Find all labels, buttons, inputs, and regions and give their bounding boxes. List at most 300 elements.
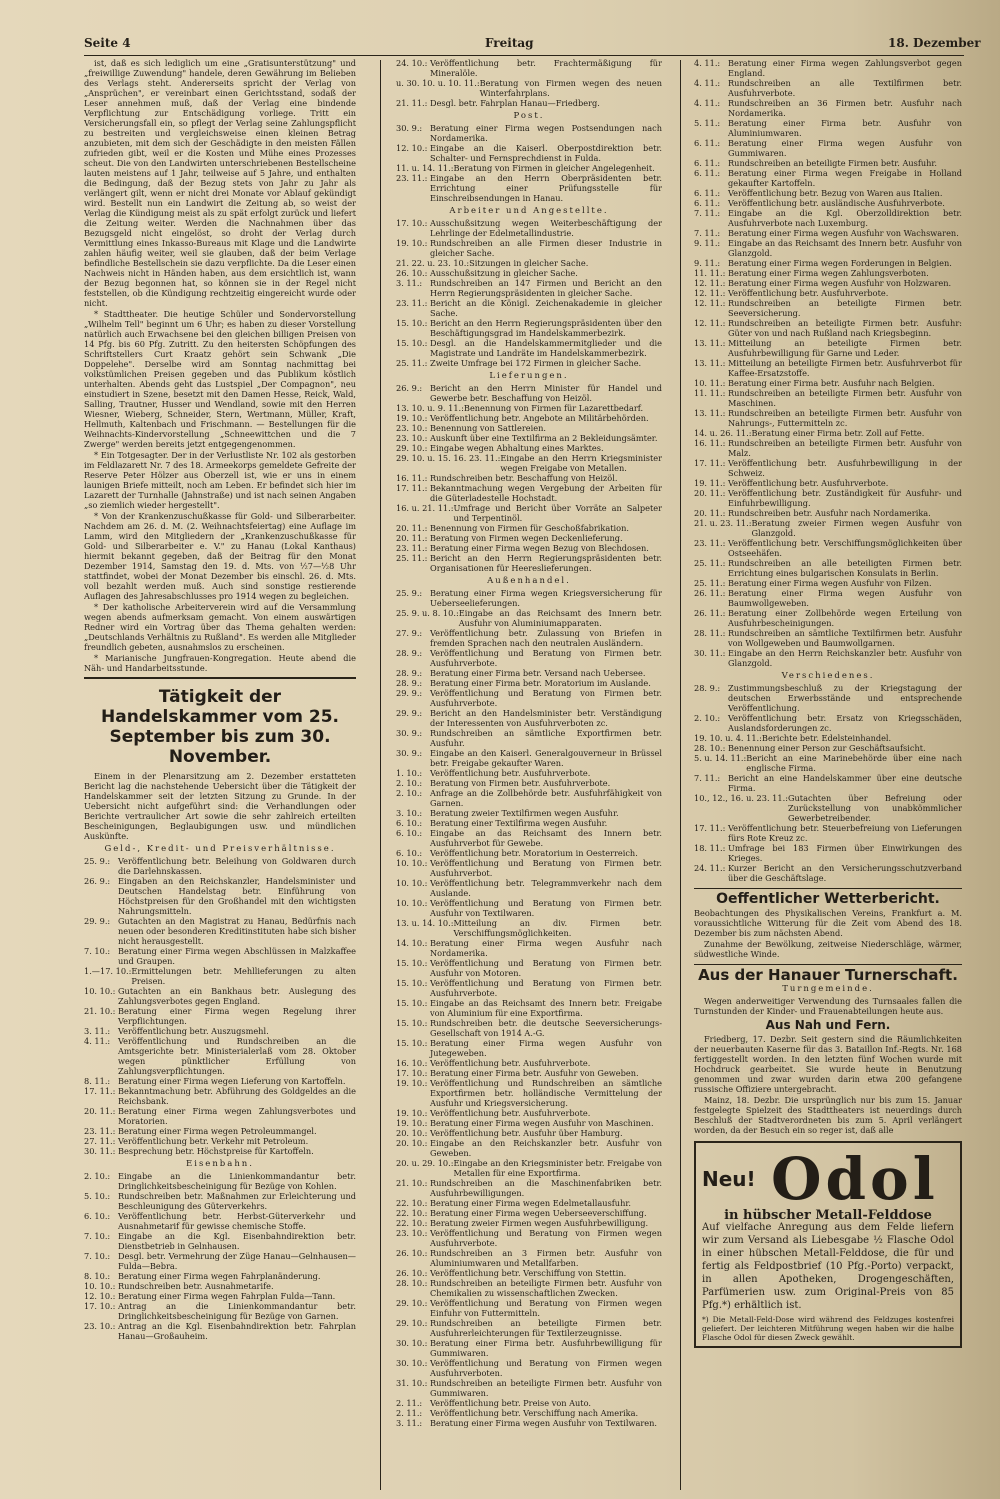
item-text: Besprechung betr. Höchstpreise für Kartoffeln. <box>118 1146 314 1156</box>
item-text: Beratung einer Firma wegen Edelmetallausfuhr. <box>430 1198 631 1208</box>
list-item <box>694 508 962 518</box>
item-text: Veröffentlichung betr. Ausfuhrverbote. <box>728 288 889 298</box>
item-text: Veröffentlichung und Beratung von Firmen betr. Ausfuhr von Motoren. <box>430 958 662 978</box>
item-text: Beratung einer Zollbehörde wegen Erteilung von Ausfuhrbescheinigungen. <box>728 608 962 628</box>
item-date: 30. 10.: <box>396 1358 428 1368</box>
list-item <box>396 708 662 728</box>
item-text: Beratung von Firmen wegen Deckenlieferung. <box>430 533 623 543</box>
item-date: 2. 10.: <box>84 1171 111 1181</box>
item-text: Veröffentlichung betr. Verschiffung nach Amerika. <box>430 1408 639 1418</box>
item-date: 31. 10.: <box>396 1378 428 1388</box>
item-text: Gutachten über Befreiung oder Zurückstellung von unabkömmlicher Gewerbetreibender. <box>787 793 962 823</box>
list-item <box>84 966 356 986</box>
item-date: 6. 11.: <box>694 188 721 198</box>
item-text: Rundschreiben an beteiligte Firmen betr. Ausfuhr. <box>728 158 938 168</box>
list-item <box>396 878 662 898</box>
item-text: Umfrage und Bericht über Vorräte an Salpeter und Terpentinöl. <box>453 503 662 523</box>
item-date: 15. 10.: <box>396 1018 428 1028</box>
item-date: 20. 11.: <box>694 488 726 498</box>
list-item <box>694 338 962 358</box>
list-item <box>694 628 962 648</box>
item-date: 6. 10.: <box>84 1211 111 1221</box>
list-item <box>396 648 662 668</box>
item-text: Bekanntmachung wegen Vergebung der Arbeiten für die Güterladestelle Hochstadt. <box>430 483 662 503</box>
item-date: 25. 11.: <box>396 358 428 368</box>
item-date: 23. 10.: <box>396 423 428 433</box>
list-item <box>84 1126 356 1136</box>
section-heading: Außenhandel. <box>487 576 571 586</box>
item-text: Veröffentlichung betr. Moratorium in Oesterreich. <box>430 848 638 858</box>
item-date: 30. 11.: <box>84 1146 116 1156</box>
list-item <box>396 678 662 688</box>
ad-footnote: *) Die Metall-Feld-Dose wird während des Feldzuges kostenfrei geliefert. Der leichteren Mitführung wegen haben wir die halbe Flasche Odol für diesen Zweck gewählt. <box>702 1315 954 1342</box>
item-text: Benennung von Firmen für Lazarettbedarf. <box>463 403 644 413</box>
item-text: Veröffentlichung betr. Telegrammverkehr nach dem Auslande. <box>430 878 662 898</box>
item-text: Eingabe an den Kaiserl. Generalgouverneur in Brüssel betr. Freigabe gekaufter Waren. <box>430 748 662 768</box>
list-item <box>396 628 662 648</box>
item-date: 22. 10.: <box>396 1198 428 1208</box>
list-item <box>694 608 962 628</box>
list-item <box>694 98 962 118</box>
item-text: Veröffentlichung betr. Beleihung von Goldwaren durch die Darlehnskassen. <box>118 856 356 876</box>
item-text: Mitteilung an div. Firmen betr. Verschiffungsmöglichkeiten. <box>453 918 662 938</box>
list-item <box>396 958 662 978</box>
list-item <box>694 558 962 578</box>
list-item <box>84 946 356 966</box>
item-text: Veröffentlichung betr. Ausfuhr über Hamburg. <box>430 1128 623 1138</box>
list-item <box>84 1251 356 1271</box>
item-text: Eingabe an den Kriegsminister betr. Freigabe von Metallen für eine Exportfirma. <box>453 1158 662 1178</box>
list-item <box>694 278 962 288</box>
list-item <box>84 876 356 916</box>
list-item <box>84 1076 356 1086</box>
item-date: 10. 10.: <box>396 878 428 888</box>
item-date: 6. 10.: <box>396 828 423 838</box>
item-date: 28. 9.: <box>396 668 423 678</box>
list-item <box>396 1198 662 1208</box>
item-text: Beratung einer Firma wegen Zahlungsverbot gegen England. <box>728 58 962 78</box>
list-item <box>396 278 662 298</box>
item-date: 7. 10.: <box>84 1231 111 1241</box>
item-text: Beratung einer Firma wegen Fahrplan Fulda—Tann. <box>118 1291 336 1301</box>
item-text: Desgl. an die Handelskammermitglieder und die Magistrate und Landräte im Handelskammerbezirk. <box>430 338 662 358</box>
item-text: Veröffentlichung und Beratung von Firmen betr. Ausfuhrverbote. <box>430 978 662 998</box>
news-paragraph: * Stadttheater. Die heutige Schüler und Sondervorstellung „Wilhelm Tell" beginnt um 6 Uhr; es haben zu dieser Vorstellung natürlich auch Erwachsene bei den gleichen billigen Preisen von 14 Pfg. bis 60 Pfg. Zutritt. Zu den heitersten Schöpfungen des Schriftstellers Curt Kraatz gehört sein Schwank „Die Doppelehe". Derselbe wird am Sonntag nachmittag bei volkstümlichen Preisen gegeben und das Publikum köstlich unterhalten. Abends geht das Lustspiel „Der Compagnon", neu einstudiert in Szene, besetzt mit den Damen Hesse, Reick, Wald, Salling, Trautner, Husser und Wendland, sowie mit den Herren Wiesner, Wieberg, Schneider, Stern, Wertmann, Müller, Kraft, Hellmuth, Kaltenbach und Frischmann. — Bestellungen für die Weihnachts-Kindervorstellung „Schneewittchen und die 7 Zwerge" werden bereits jetzt entgegengenommen. <box>84 309 356 449</box>
list-item <box>84 1146 356 1156</box>
item-date: 30. 10.: <box>396 1338 428 1348</box>
list-item <box>84 1036 356 1076</box>
item-date: 12. 10.: <box>396 143 428 153</box>
item-text: Veröffentlichung betr. Ausfuhrverbote. <box>728 478 889 488</box>
item-date: 19. 10. u. 4. 11.: <box>694 733 762 743</box>
item-text: Rundschreiben an beteiligte Firmen betr. Ausfuhr von Maschinen. <box>728 388 962 408</box>
news-paragraph: ist, daß es sich lediglich um eine „Gratisunterstützung" und „freiwillige Zuwendung" handele, deren Gewährung im Belieben des Verlags steht. Andererseits spricht der Verlag von „Ansprüchen", er vereinbart einen Gerichtsstand, sodaß der Leser annehmen muß, daß der Verlag eine bindende Verpflichtung zur Entschädigung vorliege. Tritt ein Versicherungsfall ein, so pflegt der Verlag seine Zahlungspflicht zu bestreiten und vergleichsweise einen kleinen Betrag anzubieten, mit dem sich der Geschädigte in den meisten Fällen zufrieden gibt, weil er die Kosten und Mühe eines Prozesses scheut. Die von den Landwirten unterschriebenen Bestellscheine lauten meistens auf 1 Jahr, teilweise auf 5 Jahre, und enthalten die Bedingung, daß der Bezug stets von Jahr zu Jahr als verlängert gilt, wenn er nicht drei Monate vor Ablauf gekündigt wird. Bestellt nun ein Landwirt die Zeitung ab, so weist der Verlag die Kündigung meist als zu spät erfolgt zurück und liefert die Zeitung weiter. Werden die Nachnahmen über das Bezugsgeld nicht eingelöst, so droht der Verlag durch Vermittlung eines Inkasso-Bureaus mit Klage und die Landwirte zahlen häufig weiter, weil sie glauben, daß der beim Verlage befindliche Bestellschein sie dazu verpflichte. Da die Leser einen Nachweis nicht in Händen haben, aus dem ersichtlich ist, wann der Bezug begonnen hat, so können sie in der Regel nicht feststellen, ob die Kündigung rechtzeitig eingereicht wurde oder nicht. <box>84 58 356 308</box>
item-text: Beratung einer Firma betr. Ausfuhrbewilligung für Gummiwaren. <box>430 1338 662 1358</box>
item-text: Beratung einer Firma wegen Ausfuhr von Textilwaren. <box>430 1418 657 1428</box>
item-text: Veröffentlichung betr. Steuerbefreiung von Lieferungen fürs Rote Kreuz zc. <box>728 823 962 843</box>
list-item <box>694 188 962 198</box>
item-date: 13. 10. u. 9. 11.: <box>396 403 464 413</box>
list-item <box>396 668 662 678</box>
list-item <box>694 168 962 188</box>
list-item <box>396 1138 662 1158</box>
report-intro: Einem in der Plenarsitzung am 2. Dezember erstatteten Bericht lag die nachstehende Uebersicht über die Tätigkeit der Handelskammer seit der letzten Sitzung zu Grunde. In der Uebersicht nicht aufgeführt sind: die Verhandlungen oder Berichte vertraulicher Art sowie die sehr zahlreich erteilten Bescheinigungen, Beglaubigungen usw. und mündlichen Auskünfte. <box>84 771 356 841</box>
item-text: Beratung einer Firma wegen Ausfuhr von Wachswaren. <box>728 228 959 238</box>
item-text: Veröffentlichung betr. Ausfuhrverbote. <box>430 768 591 778</box>
item-text: Veröffentlichung betr. Zuständigkeit für Ausfuhr- und Einfuhrbewilligung. <box>728 488 962 508</box>
list-item <box>694 268 962 278</box>
item-date: 23. 10.: <box>396 433 428 443</box>
item-text: Bekanntmachung betr. Abführung des Goldgeldes an die Reichsbank. <box>118 1086 356 1106</box>
section-heading: Arbeiter und Angestellte. <box>449 206 609 216</box>
item-text: Bericht an eine Handelskammer über eine deutsche Firma. <box>728 773 962 793</box>
list-item <box>396 143 662 163</box>
item-text: Beratung einer Firma wegen Postsendungen nach Nordamerika. <box>430 123 662 143</box>
item-text: Eingabe an das Reichsamt des Innern betr. Freigabe von Aluminium für eine Exportfirma. <box>430 998 662 1018</box>
item-date: 26. 9.: <box>396 383 423 393</box>
item-text: Beratung einer Firma betr. Ausfuhr von Aluminiumwaren. <box>728 118 962 138</box>
list-item <box>396 998 662 1018</box>
item-date: 10. 10.: <box>396 858 428 868</box>
item-date: 23. 11.: <box>84 1126 116 1136</box>
item-text: Beratung einer Firma wegen Forderungen in Belgien. <box>728 258 952 268</box>
list-item <box>396 523 662 533</box>
list-item <box>396 1318 662 1338</box>
item-date: 13. 11.: <box>694 408 726 418</box>
item-text: Veröffentlichung und Beratung von Firmen wegen Ausfuhrverboten. <box>430 1358 662 1378</box>
list-item <box>396 808 662 818</box>
list-item <box>396 268 662 278</box>
item-date: 13. 11.: <box>694 358 726 368</box>
item-date: 15. 10.: <box>396 338 428 348</box>
item-text: Eingabe an den Herrn Kriegsminister wegen Freigabe von Metallen. <box>500 453 662 473</box>
list-item <box>84 1291 356 1301</box>
local-news <box>84 58 356 673</box>
item-date: 30. 9.: <box>396 748 423 758</box>
item-date: 30. 9.: <box>396 123 423 133</box>
item-text: Beratung einer Firma wegen Bezug von Blechdosen. <box>430 543 649 553</box>
item-date: 7. 11.: <box>694 228 721 238</box>
item-list <box>396 58 662 108</box>
list-item <box>694 358 962 378</box>
item-date: 21. u. 23. 11.: <box>694 518 752 528</box>
item-date: 29. 10.: <box>396 1318 428 1328</box>
list-item <box>694 518 962 538</box>
list-item <box>396 58 662 78</box>
item-text: Beratung einer Firma wegen Regelung ihrer Verpflichtungen. <box>118 1006 356 1026</box>
ad-subline: in hübscher Metall-Felddose <box>724 1208 932 1223</box>
column-divider <box>680 60 681 1490</box>
item-text: Beratung einer Firma betr. Ausfuhr von Geweben. <box>430 1068 639 1078</box>
item-text: Rundschreiben an alle Textilfirmen betr. Ausfuhrverbote. <box>728 78 962 98</box>
item-date: 22. 10.: <box>396 1208 428 1218</box>
item-date: 26. 10.: <box>396 1268 428 1278</box>
list-item <box>396 218 662 238</box>
page-header <box>0 36 1000 56</box>
article-headline: Tätigkeit der Handelskammer vom 25. September bis zum 30. November. <box>84 677 356 767</box>
list-item <box>694 428 962 438</box>
odol-advertisement <box>694 1141 962 1348</box>
list-item <box>694 793 962 823</box>
list-item <box>694 288 962 298</box>
list-item <box>396 688 662 708</box>
list-item <box>396 1038 662 1058</box>
item-text: Veröffentlichung und Beratung von Firmen betr. Ausfuhr von Textilwaren. <box>430 898 662 918</box>
item-text: Beratung einer Firma wegen Ausfuhr von Baumwollgeweben. <box>728 588 962 608</box>
item-date: 19. 10.: <box>396 413 428 423</box>
list-item <box>396 1268 662 1278</box>
item-date: 17. 11.: <box>396 483 428 493</box>
item-date: 10. 10.: <box>84 986 116 996</box>
list-item <box>396 1278 662 1298</box>
item-text: Bericht an den Herrn Minister für Handel und Gewerbe betr. Beschaffung von Heizöl. <box>430 383 662 403</box>
list-item <box>396 1208 662 1218</box>
item-text: Veröffentlichung betr. Auszugsmehl. <box>118 1026 269 1036</box>
list-item <box>694 578 962 588</box>
item-text: Veröffentlichung betr. Herbst-Güterverkehr und Ausnahmetarif für gewisse chemische Stoffe. <box>118 1211 356 1231</box>
item-date: 16. 10.: <box>396 1058 428 1068</box>
column-1 <box>84 58 356 1468</box>
item-date: 6. 11.: <box>694 138 721 148</box>
section-heading: Geld-, Kredit- und Preisverhältnisse. <box>104 844 336 854</box>
list-item <box>396 1058 662 1068</box>
list-item <box>396 788 662 808</box>
list-item <box>84 1271 356 1281</box>
item-date: 28. 9.: <box>396 678 423 688</box>
item-text: Veröffentlichung betr. Zulassung von Briefen in fremden Sprachen nach den neutralen Ausländern. <box>430 628 662 648</box>
item-text: Bericht an den Herrn Regierungspräsidenten betr. Organisationen für Heereslieferungen. <box>430 553 662 573</box>
item-date: 4. 11.: <box>694 98 721 108</box>
item-date: 16. 11.: <box>396 473 428 483</box>
header-rule <box>84 55 964 56</box>
column-divider <box>380 60 381 1490</box>
weather-title: Oeffentlicher Wetterbericht. <box>716 891 940 907</box>
item-date: 7. 10.: <box>84 1251 111 1261</box>
item-text: Ermittelungen betr. Mehllieferungen zu alten Preisen. <box>131 966 356 986</box>
item-text: Beratung einer Firma wegen Kriegsversicherung für Ueberseelieferungen. <box>430 588 662 608</box>
item-date: 7. 11.: <box>694 208 721 218</box>
list-item <box>396 298 662 318</box>
item-text: Veröffentlichung betr. Ausfuhrverbote. <box>430 1108 591 1118</box>
item-date: 6. 11.: <box>694 168 721 178</box>
item-date: 21. 22. u. 23. 10.: <box>396 258 470 268</box>
item-date: 20. 11.: <box>694 508 726 518</box>
item-date: 26. 11.: <box>694 608 726 618</box>
item-date: 20. u. 29. 10.: <box>396 1158 454 1168</box>
news-paragraph: * Der katholische Arbeiterverein wird auf die Versammlung wegen abends aufmerksam gemacht. Von einem auswärtigen Redner wird ein Vortrag über das Thema gehalten werden: „Deutschlands Verhältnis zu Rußland". Es werden alle Mitglieder freundlich gebeten, ausnahmslos zu erscheinen. <box>84 602 356 652</box>
item-date: 10., 12., 16. u. 23. 11.: <box>694 793 788 803</box>
list-item <box>396 78 662 98</box>
item-date: 28. 11.: <box>694 628 726 638</box>
item-date: 24. 11.: <box>694 863 726 873</box>
item-text: Rundschreiben an alle Firmen dieser Industrie in gleicher Sache. <box>430 238 662 258</box>
news-paragraph: * Ein Totgesagter. Der in der Verlustliste Nr. 102 als gestorben im Feldlazarett Nr. 7 des 18. Armeekorps gemeldete Gefreite der Reserve Peter Hölzer aus Oberzell ist, wie er uns in einem launigen Briefe mitteilt, noch am Leben. Er befindet sich hier im Lazarett der Turnhalle (Jahnstraße) und ist nach seinen Angaben „so ziemlich wieder hergestellt". <box>84 450 356 510</box>
item-date: 23. 11.: <box>396 543 428 553</box>
list-item <box>84 1006 356 1026</box>
list-item <box>396 453 662 473</box>
list-item <box>396 1358 662 1378</box>
list-item <box>396 818 662 828</box>
list-item <box>694 683 962 713</box>
section-heading: Lieferungen. <box>489 371 569 381</box>
item-text: Beratung einer Firma wegen Ausfuhr von Filzen. <box>728 578 932 588</box>
item-text: Veröffentlichung und Beratung von Firmen betr. Ausfuhrverbot. <box>430 858 662 878</box>
item-text: Veröffentlichung betr. Ausfuhrverbote. <box>430 1058 591 1068</box>
item-list <box>396 123 662 203</box>
item-date: 10. 10.: <box>396 898 428 908</box>
item-date: 12. 11.: <box>694 278 726 288</box>
divider <box>694 888 962 889</box>
item-date: 15. 10.: <box>396 978 428 988</box>
list-item <box>694 823 962 843</box>
item-date: 5. u. 14. 11.: <box>694 753 747 763</box>
list-item <box>694 58 962 78</box>
item-date: 20. 11.: <box>396 523 428 533</box>
header-date: 18. Dezember <box>888 36 981 50</box>
list-item <box>694 238 962 258</box>
item-date: 20. 11.: <box>396 533 428 543</box>
item-text: Eingabe an das Reichsamt des Innern betr. Ausfuhr von Glanzgold. <box>728 238 962 258</box>
item-text: Zustimmungsbeschluß zu der Kriegstagung der deutschen Erwerbsstände und entsprechende Veröffentlichung. <box>728 683 962 713</box>
item-date: 29. 9.: <box>84 916 111 926</box>
item-date: 1. 10.: <box>396 768 423 778</box>
item-text: Mitteilung an beteiligte Firmen betr. Ausfuhrverbot für Kaffee-Ersatzstoffe. <box>728 358 962 378</box>
news-paragraph: * Von der Krankenzuschußkasse für Gold- und Silberarbeiter. Nachdem am 26. d. M. (2. Weihnachtsfeiertag) eine Auflage im Lamm, wird den Mitgliedern der „Krankenzuschußkasse für Gold- und Silberarbeiter e. V." zu Hanau (Lokal Kanthaus) hiermit bekannt gegeben, daß der Beitrag für den Monat Dezember 1914, Samstag den 19. d. Mts. von ½7—½8 Uhr stattfindet, wobei der Monat Dezember bis einschl. 26. d. Mts. voll bezahlt werden muß. Auch sind sonstige restierende Auflagen des Jahresabschlusses pro 1914 wegen zu begleichen. <box>84 511 356 601</box>
item-text: Zweite Umfrage bei 172 Firmen in gleicher Sache. <box>430 358 642 368</box>
item-date: 21. 10.: <box>84 1006 116 1016</box>
list-item <box>84 1281 356 1291</box>
item-date: 19. 10.: <box>396 1078 428 1088</box>
list-item <box>396 1228 662 1248</box>
item-date: 12. 10.: <box>84 1291 116 1301</box>
item-date: 10. 10.: <box>84 1281 116 1291</box>
list-item <box>694 258 962 268</box>
list-item <box>396 1018 662 1038</box>
list-item <box>84 1026 356 1036</box>
item-text: Eingabe an die Kgl. Eisenbahndirektion betr. Dienstbetrieb in Gelnhausen. <box>118 1231 356 1251</box>
item-text: Beratung einer Firma wegen Lieferung von Kartoffeln. <box>118 1076 346 1086</box>
list-item <box>84 1171 356 1191</box>
list-item <box>694 228 962 238</box>
item-text: Eingabe an das Reichsamt des Innern betr. Ausfuhr von Aluminiumapparaten. <box>458 608 662 628</box>
list-item <box>396 778 662 788</box>
item-text: Eingabe an den Reichskanzler betr. Ausfuhr von Geweben. <box>430 1138 662 1158</box>
item-text: Rundschreiben an sämtliche Textilfirmen betr. Ausfuhr von Wollgeweben und Baumwollgarnen. <box>728 628 962 648</box>
list-item <box>84 916 356 946</box>
list-item <box>396 1218 662 1228</box>
item-date: 9. 11.: <box>694 238 721 248</box>
list-item <box>396 608 662 628</box>
item-date: 5. 11.: <box>694 118 721 128</box>
item-text: Beratung einer Firma wegen Ausfuhr von Maschinen. <box>430 1118 654 1128</box>
item-date: 15. 10.: <box>396 998 428 1008</box>
item-date: 27. 11.: <box>84 1136 116 1146</box>
item-text: Mitteilung an beteiligte Firmen betr. Ausfuhrbewilligung für Garne und Leder. <box>728 338 962 358</box>
item-date: 23. 10.: <box>84 1321 116 1331</box>
item-date: 19. 10.: <box>396 238 428 248</box>
list-item <box>396 163 662 173</box>
item-text: Beratung einer Firma betr. Zoll auf Fette. <box>751 428 925 438</box>
item-text: Eingabe an die Kgl. Oberzolldirektion betr. Ausfuhrverbote nach Luxemburg. <box>728 208 962 228</box>
list-item <box>396 768 662 778</box>
item-text: Beratung einer Firma wegen Ausfuhr von Gummiwaren. <box>728 138 962 158</box>
item-text: Rundschreiben an beteiligte Firmen betr. Ausfuhr von Gummiwaren. <box>430 1378 662 1398</box>
item-date: 30. 11.: <box>694 648 726 658</box>
list-item <box>396 1118 662 1128</box>
list-item <box>694 773 962 793</box>
item-date: 10. 11.: <box>694 378 726 388</box>
item-date: 17. 10.: <box>396 1068 428 1078</box>
item-text: Bericht an den Herrn Regierungspräsidenten über den Beschäftigungsgrad im Handelskammerbezirk. <box>430 318 662 338</box>
item-date: 9. 11.: <box>694 258 721 268</box>
item-date: 7. 11.: <box>694 773 721 783</box>
item-date: 20. 11.: <box>84 1106 116 1116</box>
list-item <box>396 858 662 878</box>
list-item <box>396 1068 662 1078</box>
item-text: Veröffentlichung und Beratung von Firmen betr. Ausfuhrverbote. <box>430 648 662 668</box>
item-date: 25. 9. u. 8. 10.: <box>396 608 459 618</box>
item-date: 2. 10.: <box>694 713 721 723</box>
item-list <box>396 218 662 368</box>
item-text: Gutachten an ein Bankhaus betr. Auslegung des Zahlungsverbotes gegen England. <box>118 986 356 1006</box>
item-text: Eingabe an die Kaiserl. Oberpostdirektion betr. Schalter- und Fernsprechdienst in Fulda. <box>430 143 662 163</box>
item-date: 22. 10.: <box>396 1218 428 1228</box>
list-item <box>396 1158 662 1178</box>
list-item <box>694 863 962 883</box>
item-text: Kurzer Bericht an den Versicherungsschutzverband über die Geschäftslage. <box>728 863 962 883</box>
item-text: Gutachten an den Magistrat zu Hanau, Bedürfnis nach neuen oder besonderen Kreditinstituten habe sich bisher nicht herausgestellt. <box>118 916 356 946</box>
item-text: Rundschreiben betr. Ausnahmetarife. <box>118 1281 274 1291</box>
ad-brand: Odol <box>770 1145 939 1213</box>
ad-text: Auf vielfache Anregung aus dem Felde liefern wir zum Versand als Liebesgabe ½ Flasche Odol in einer hübschen Metall-Felddose, die für und fertig als Feldpostbrief (10 Pfg.-Porto) verpackt, in allen Apotheken, Drogengeschäften, Parfümerien usw. zum Original-Preis von 85 Pfg.*) erhältlich ist. <box>702 1222 954 1311</box>
item-text: Veröffentlichung betr. ausländische Ausfuhrverbote. <box>728 198 945 208</box>
item-text: Desgl. betr. Fahrplan Hanau—Friedberg. <box>430 98 600 108</box>
item-date: 19. 11.: <box>694 478 726 488</box>
list-item <box>396 553 662 573</box>
list-item <box>396 433 662 443</box>
list-item <box>694 733 962 743</box>
item-date: 14. 10.: <box>396 938 428 948</box>
list-item <box>84 1231 356 1251</box>
item-text: Antrag an die Linienkommandantur betr. Dringlichkeitsbescheinigung für Bezüge von Garnen. <box>118 1301 356 1321</box>
item-date: 16. 11.: <box>694 438 726 448</box>
item-date: 3. 11.: <box>396 278 423 288</box>
item-text: Veröffentlichung und Beratung von Firmen wegen Ausfuhrverbote. <box>430 1228 662 1248</box>
item-text: Rundschreiben an 147 Firmen und Bericht an den Herrn Regierungspräsidenten in gleicher Sache. <box>430 278 662 298</box>
list-item <box>396 123 662 143</box>
list-item <box>396 748 662 768</box>
item-text: Rundschreiben an die Maschinenfabriken betr. Ausfuhrbewilligungen. <box>430 1178 662 1198</box>
list-item <box>396 1378 662 1398</box>
item-date: 2. 10.: <box>396 778 423 788</box>
item-text: Veröffentlichung betr. Verkehr mit Petroleum. <box>118 1136 309 1146</box>
item-text: Beratung zweier Firmen wegen Ausfuhrbewilligung. <box>430 1218 649 1228</box>
item-date: 17. 11.: <box>84 1086 116 1096</box>
item-text: Rundschreiben an 36 Firmen betr. Ausfuhr nach Nordamerika. <box>728 98 962 118</box>
header-weekday: Freitag <box>485 36 534 50</box>
list-item <box>84 1211 356 1231</box>
item-text: Antrag an die Kgl. Eisenbahndirektion betr. Fahrplan Hanau—Großauheim. <box>118 1321 356 1341</box>
list-item <box>396 1128 662 1138</box>
list-item <box>396 898 662 918</box>
list-item <box>694 753 962 773</box>
list-item <box>396 358 662 368</box>
list-item <box>84 1321 356 1341</box>
item-date: 2. 11.: <box>396 1408 423 1418</box>
ad-new-label: Neu! <box>702 1167 756 1191</box>
item-text: Beratung einer Firma wegen Ausfuhr von Holzwaren. <box>728 278 952 288</box>
list-item <box>396 483 662 503</box>
